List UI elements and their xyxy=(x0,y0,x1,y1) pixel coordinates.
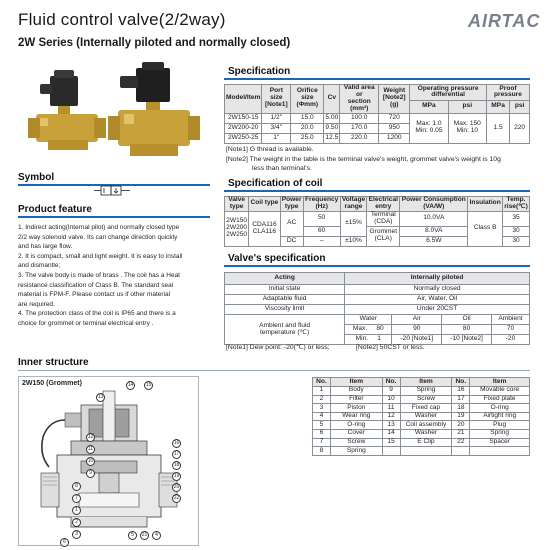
cell-insulation: Class B xyxy=(468,211,503,246)
cell-weight: 720 xyxy=(379,113,410,123)
part-no xyxy=(452,447,470,456)
feature-line: 4. The protection class of the coil is IP65 and there is a xyxy=(18,310,176,318)
col-item: Item xyxy=(330,378,382,387)
col-power-label2: type xyxy=(284,202,299,210)
col-weight-note: [Note2](g) xyxy=(382,94,406,109)
cell-model: 2W150-15 xyxy=(225,113,262,123)
part-no: 19 xyxy=(452,412,470,421)
cell-label: Initial state xyxy=(225,285,345,295)
part-name: Spring xyxy=(330,447,382,456)
part-no: 4 xyxy=(313,412,331,421)
col-psi: psi xyxy=(510,100,530,113)
part-name: E Clip xyxy=(400,438,452,447)
part-name: Screw xyxy=(330,438,382,447)
part-no: 2 xyxy=(313,395,331,404)
callout-marker: 14 xyxy=(127,382,134,388)
valve-table xyxy=(224,272,530,345)
col-mpa: MPa xyxy=(486,100,509,113)
spec-table xyxy=(224,84,530,144)
col-port xyxy=(262,85,291,114)
part-name: Coil assembly xyxy=(400,421,452,430)
part-name: Fixed plate xyxy=(470,395,530,404)
cell-ambient: Ambient xyxy=(491,315,529,325)
part-name: Movable core xyxy=(470,387,530,396)
cell-min xyxy=(345,335,392,345)
callout-marker: 20 xyxy=(173,484,180,490)
cell-max xyxy=(345,325,392,335)
callout-marker: 2 xyxy=(72,518,81,527)
part-name: Airtight ring xyxy=(470,412,530,421)
cell-weight: 1200 xyxy=(379,133,410,143)
col-frequency-unit: (Hz) xyxy=(315,202,328,210)
part-no: 11 xyxy=(382,404,400,413)
col-model: Model/Item xyxy=(225,85,262,114)
cell-air: Air xyxy=(392,315,442,325)
table-row xyxy=(313,438,530,447)
min-label: Min. xyxy=(355,335,369,343)
feature-line: and dismantle; xyxy=(18,262,61,270)
col-weight-label: Weight xyxy=(383,87,406,95)
cell-temp: 35 xyxy=(503,211,530,226)
callout-marker: 22 xyxy=(173,495,180,501)
cell-electrical xyxy=(367,211,400,226)
part-no: 18 xyxy=(452,404,470,413)
col-weight xyxy=(379,85,410,114)
col-port-label: Port size xyxy=(269,87,283,102)
cell-frequency: 60 xyxy=(303,226,340,236)
op-psi-min: Min: 10 xyxy=(456,127,479,135)
cell-proof-mpa: 1.5 xyxy=(486,113,509,143)
part-no: 7 xyxy=(313,438,331,447)
callout-marker: 15 xyxy=(145,382,152,388)
callout-marker: 1 xyxy=(72,506,81,515)
callout-marker: 18 xyxy=(173,462,180,468)
cell-label: Adaptable fluid xyxy=(225,295,345,305)
op-psi-max: Max: 150 xyxy=(453,120,481,128)
part-no: 21 xyxy=(452,429,470,438)
col-no: No. xyxy=(313,378,331,387)
valve-type: 2W200 xyxy=(226,224,248,232)
callout-marker: 13 xyxy=(97,394,104,400)
col-psi: psi xyxy=(448,100,486,113)
page-subtitle: 2W Series (Internally piloted and normally closed) xyxy=(18,37,291,49)
part-name: Spring xyxy=(400,387,452,396)
cell-coil-types xyxy=(249,211,280,246)
part-name: O-ring xyxy=(330,421,382,430)
callout-marker: 8 xyxy=(72,482,81,491)
feature-line: choice for grommet or terminal electrical entry . xyxy=(18,319,154,327)
col-no: No. xyxy=(382,378,400,387)
col-electrical-label: Electrical xyxy=(368,196,398,203)
col-acting-value: Internally piloted xyxy=(345,273,530,285)
col-voltage-label: Voltage xyxy=(341,196,366,203)
cell-model: 2W200-20 xyxy=(225,123,262,133)
col-area-label: Valid area or xyxy=(343,84,375,98)
part-no: 1 xyxy=(313,387,331,396)
product-feature-heading: Product feature xyxy=(18,204,92,215)
page-title: Fluid control valve(2/2way) xyxy=(18,10,226,29)
col-item: Item xyxy=(470,378,530,387)
spec-note-2: [Note2] The weight in the table is the terminal valve's weight, grommet valve's weight is 10g xyxy=(226,156,501,163)
valve-note-2: [Note2] 50CST or less. xyxy=(356,344,425,351)
col-port-note: [Note1] xyxy=(264,101,288,109)
col-voltage xyxy=(340,197,367,212)
section-divider xyxy=(224,265,530,267)
part-name: Spacer xyxy=(470,438,530,447)
spec-note-1: [Note1] G thread is available. xyxy=(226,146,314,153)
cell-max-air: 90 xyxy=(392,325,442,335)
part-no: 3 xyxy=(313,404,331,413)
col-orifice-unit: (Φmm) xyxy=(296,101,319,109)
col-temp-label: Temp. xyxy=(506,196,526,203)
cell-orifice: 20.0 xyxy=(291,123,324,133)
feature-line: and has large flow. xyxy=(18,243,73,251)
col-valve-type-label: Valve xyxy=(228,196,246,203)
valve-note-1: [Note1] Dew point: -20(℃) or less; xyxy=(226,344,330,351)
part-name: Washer xyxy=(400,412,452,421)
coil-table xyxy=(224,196,530,247)
cell-valve-types xyxy=(225,211,249,246)
cell-weight: 950 xyxy=(379,123,410,133)
col-frequency-label: Frequency xyxy=(305,196,339,203)
cell-port: 1" xyxy=(262,133,291,143)
callout-marker: 11 xyxy=(87,446,94,452)
table-row xyxy=(225,315,530,325)
part-name: Fixed cap xyxy=(400,404,452,413)
cell-area: 220.0 xyxy=(340,133,379,143)
col-frequency xyxy=(303,197,340,212)
col-power-type xyxy=(280,197,303,212)
cell-op-psi xyxy=(448,113,486,143)
col-op-pressure: Operating pressure differential xyxy=(410,85,487,101)
col-consumption-label: Power Consumption xyxy=(401,196,466,203)
cell-value: Air, Water, Oil xyxy=(345,295,530,305)
inner-structure-diagram xyxy=(18,376,199,546)
part-no: 10 xyxy=(382,395,400,404)
cell-proof-psi: 220 xyxy=(510,113,530,143)
col-item: Item xyxy=(400,378,452,387)
part-name: Piston xyxy=(330,404,382,413)
table-row xyxy=(313,429,530,438)
cell-consumption: 8.0VA xyxy=(400,226,468,236)
table-row xyxy=(313,412,530,421)
feature-line: 2/2 way solenoid valve. Its can change direction quickly xyxy=(18,233,178,241)
op-mpa-max: Max: 1.0 xyxy=(416,120,442,128)
cell-dc: DC xyxy=(280,236,303,246)
feature-line: are required. xyxy=(18,300,55,308)
col-electrical xyxy=(367,197,400,212)
part-no: 6 xyxy=(313,429,331,438)
part-no xyxy=(382,447,400,456)
table-row xyxy=(225,211,530,226)
feature-line: 2. It is compact, small and light weight. It is easy to install xyxy=(18,252,183,260)
callout-marker: 7 xyxy=(72,494,81,503)
part-no: 20 xyxy=(452,421,470,430)
table-row xyxy=(313,387,530,396)
table-row xyxy=(225,113,530,123)
part-no: 13 xyxy=(382,421,400,430)
cell-ac: AC xyxy=(280,211,303,236)
cell-consumption: 10.0VA xyxy=(400,211,468,226)
callout-marker: 9 xyxy=(86,469,95,478)
col-mpa: MPa xyxy=(410,100,448,113)
valve-spec-heading: Valve's specification xyxy=(228,253,326,264)
col-consumption-unit: (VA/W) xyxy=(423,202,445,210)
callout-marker: 6 xyxy=(60,538,69,547)
section-divider xyxy=(18,216,210,218)
col-coil-type: Coil type xyxy=(249,197,280,212)
valve-symbol xyxy=(92,184,132,196)
entry-grommet-code: (CLA) xyxy=(374,235,392,243)
cell-water: Water xyxy=(345,315,392,325)
diagram-title: 2W150 (Grommet) xyxy=(22,380,82,387)
callout-marker: 19 xyxy=(173,473,180,479)
cell-min-air: -20 [Note1] xyxy=(392,335,442,345)
max-label: Max. xyxy=(352,325,368,333)
table-row xyxy=(313,395,530,404)
part-no: 17 xyxy=(452,395,470,404)
col-valve-type xyxy=(225,197,249,212)
col-area xyxy=(340,85,379,114)
feature-line: resistance classification of Class B. The standard seal xyxy=(18,281,174,289)
part-name: Body xyxy=(330,387,382,396)
col-electrical-label2: entry xyxy=(375,202,392,210)
callout-marker: 16 xyxy=(173,440,180,446)
valve-type: 2W250 xyxy=(226,231,248,239)
cell-area: 170.0 xyxy=(340,123,379,133)
cell-op-mpa xyxy=(410,113,448,143)
cell-cv: 12.5 xyxy=(324,133,340,143)
cell-voltage-ac: ±15% xyxy=(340,211,367,236)
cell-orifice: 15.0 xyxy=(291,113,324,123)
table-row xyxy=(225,295,530,305)
cell-temp: 30 xyxy=(503,226,530,236)
cell-frequency: 50 xyxy=(303,211,340,226)
section-divider xyxy=(224,190,530,192)
callout-marker: 4 xyxy=(152,531,161,540)
table-row xyxy=(313,447,530,456)
part-name xyxy=(470,447,530,456)
part-no: 8 xyxy=(313,447,331,456)
part-no: 22 xyxy=(452,438,470,447)
logo-text: AIRTAC xyxy=(468,11,541,31)
cell-voltage-dc: ±10% xyxy=(340,236,367,246)
col-power-label: Power xyxy=(281,196,302,203)
entry-terminal-code: (CDA) xyxy=(374,217,393,225)
part-name: Plug xyxy=(470,421,530,430)
part-name: Spring xyxy=(470,429,530,438)
valve-type: 2W150 xyxy=(226,217,248,225)
part-no: 15 xyxy=(382,438,400,447)
cell-cv: 5.00 xyxy=(324,113,340,123)
cell-oil: Oil xyxy=(442,315,492,325)
feature-line: 1. Indirect acting(Internal pilot) and normally closed type xyxy=(18,224,180,231)
specification-heading: Specification xyxy=(228,66,291,77)
cell-value: Normally closed xyxy=(345,285,530,295)
part-no: 9 xyxy=(382,387,400,396)
coil-type: CDA116 xyxy=(252,220,277,228)
cell-electrical xyxy=(367,226,400,246)
cell-model: 2W250-25 xyxy=(225,133,262,143)
callout-marker: 17 xyxy=(173,451,180,457)
col-acting: Acting xyxy=(225,273,345,285)
cell-orifice: 25.0 xyxy=(291,133,324,143)
cell-cv: 9.50 xyxy=(324,123,340,133)
part-name: Cover xyxy=(330,429,382,438)
part-name xyxy=(400,447,452,456)
inner-structure-heading: Inner structure xyxy=(18,357,89,368)
col-voltage-label2: range xyxy=(344,202,363,210)
ambient-label: Ambient and fluid xyxy=(259,321,311,329)
symbol-heading: Symbol xyxy=(18,172,55,183)
cell-frequency: – xyxy=(303,236,340,246)
col-orifice xyxy=(291,85,324,114)
cell-label: Viscosity limit xyxy=(225,305,345,315)
max-water: 80 xyxy=(376,325,384,333)
callout-marker: 5 xyxy=(128,531,137,540)
part-no: 5 xyxy=(313,421,331,430)
feature-list xyxy=(18,223,210,329)
section-divider xyxy=(18,370,530,371)
ambient-label2: temperature (℃) xyxy=(259,328,310,336)
cell-max-ambient: 70 xyxy=(491,325,529,335)
cell-temp: 30 xyxy=(503,236,530,246)
entry-grommet: Grommet xyxy=(369,228,398,236)
col-cv: Cv xyxy=(324,85,340,114)
product-photo xyxy=(18,62,208,170)
table-row xyxy=(225,285,530,295)
op-mpa-min: Min: 0.05 xyxy=(415,127,443,135)
col-no: No. xyxy=(452,378,470,387)
col-insulation: Insulation xyxy=(468,197,503,212)
brand-logo xyxy=(468,11,540,32)
table-row xyxy=(313,404,530,413)
coil-type: CLA116 xyxy=(252,227,277,235)
callout-marker: 3 xyxy=(72,530,81,539)
spec-note-2b: less than terminal's. xyxy=(252,165,312,172)
section-divider xyxy=(224,78,530,80)
feature-line: 3. The valve body is made of brass . The coil has a Heat xyxy=(18,271,180,279)
table-row xyxy=(313,421,530,430)
feature-line: material is FPM-F. Please contact us if other material xyxy=(18,291,171,299)
col-orifice-label: Orifice size xyxy=(296,87,318,102)
part-name: Wear ring xyxy=(330,412,382,421)
col-consumption xyxy=(400,197,468,212)
coil-spec-heading: Specification of coil xyxy=(228,178,323,189)
cell-port: 3/4" xyxy=(262,123,291,133)
callout-marker: 21 xyxy=(141,532,148,538)
callout-marker: 12 xyxy=(87,434,94,440)
cell-min-ambient: -20 xyxy=(491,335,529,345)
part-name: Washer xyxy=(400,429,452,438)
col-valve-type-label2: type xyxy=(229,202,244,210)
table-row xyxy=(225,305,530,315)
cell-port: 1/2" xyxy=(262,113,291,123)
col-temp xyxy=(503,197,530,212)
part-no: 12 xyxy=(382,412,400,421)
part-name: O-ring xyxy=(470,404,530,413)
cell-min-oil: -10 [Note2] xyxy=(442,335,492,345)
part-no: 14 xyxy=(382,429,400,438)
part-name: Filter xyxy=(330,395,382,404)
cell-value: Under 20CST xyxy=(345,305,530,315)
part-no: 16 xyxy=(452,387,470,396)
parts-table xyxy=(312,377,530,456)
cell-max-oil: 80 xyxy=(442,325,492,335)
callout-marker: 10 xyxy=(87,458,94,464)
col-proof: Proof pressure xyxy=(486,85,529,101)
cell-ambient-label xyxy=(225,315,345,345)
part-name: Screw xyxy=(400,395,452,404)
cell-consumption: 6.5W xyxy=(400,236,468,246)
cell-area: 100.0 xyxy=(340,113,379,123)
entry-terminal: Terminal xyxy=(370,210,396,218)
min-water: 1 xyxy=(377,335,381,343)
col-temp-label2: rise(℃) xyxy=(504,202,528,210)
col-area-label2: section (mm²) xyxy=(347,97,371,112)
